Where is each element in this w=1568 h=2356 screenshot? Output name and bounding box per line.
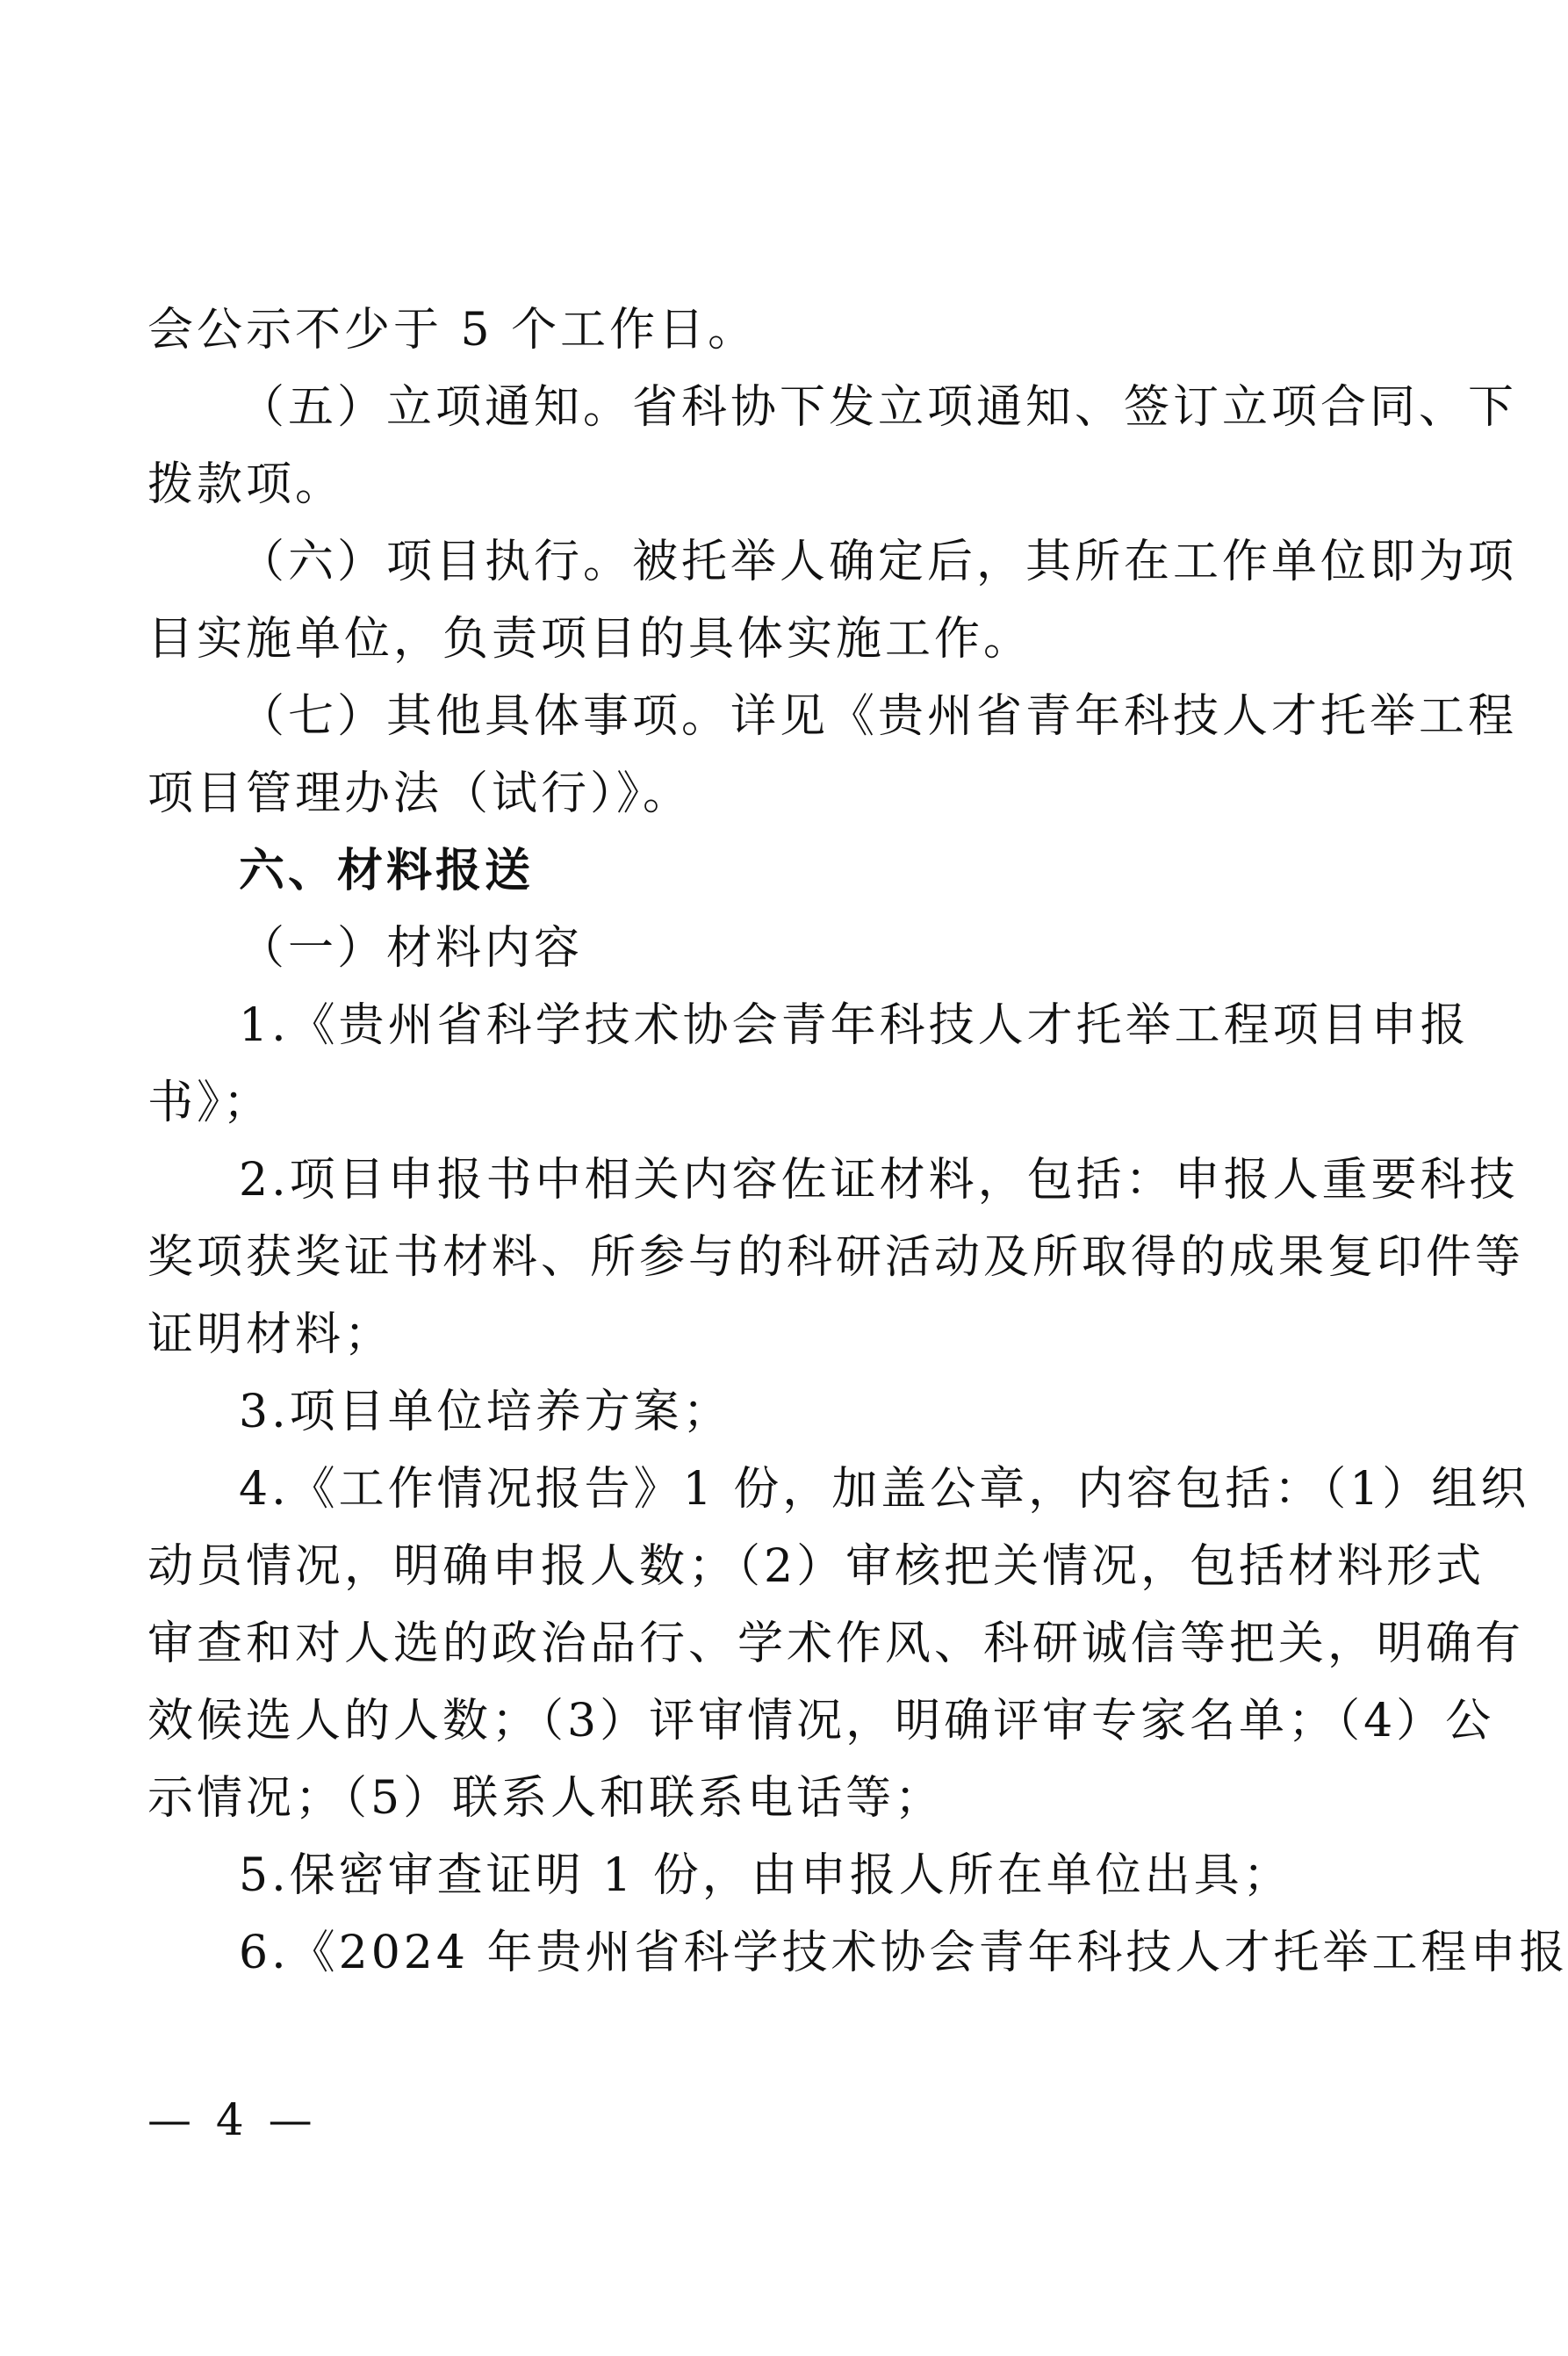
list-item-line: 6.《2024 年贵州省科学技术协会青年科技人才托举工程申报 bbox=[239, 1927, 1568, 1979]
document-body bbox=[147, 292, 1568, 1992]
paragraph-line: 项目管理办法（试行）》。 bbox=[147, 767, 693, 820]
list-item-line: 奖项获奖证书材料、所参与的科研活动及所取得的成果复印件等 bbox=[147, 1231, 1525, 1284]
list-item-line: 2.项目申报书中相关内容佐证材料，包括：申报人重要科技 bbox=[239, 1154, 1519, 1207]
paragraph-line: （五）立项通知。省科协下发立项通知、签订立项合同、下 bbox=[239, 381, 1518, 434]
list-item-line: 审查和对人选的政治品行、学术作风、科研诚信等把关，明确有 bbox=[147, 1617, 1525, 1670]
list-item-line: 动员情况，明确申报人数；（2）审核把关情况，包括材料形式 bbox=[147, 1540, 1485, 1593]
page-number: — 4 — bbox=[147, 2094, 318, 2145]
list-item-line: 书》； bbox=[147, 1077, 273, 1129]
paragraph-line: （七）其他具体事项。详见《贵州省青年科技人才托举工程 bbox=[239, 690, 1518, 743]
list-item-line: 证明材料； bbox=[147, 1308, 394, 1361]
section-heading: 六、材料报送 bbox=[239, 845, 535, 897]
paragraph-line: 目实施单位，负责项目的具体实施工作。 bbox=[147, 613, 1033, 666]
list-item-line: 5.保密审查证明 1 份，由申报人所在单位出具； bbox=[239, 1849, 1292, 1902]
list-item-line: 4.《工作情况报告》1 份，加盖公章，内容包括：（1）组织 bbox=[239, 1463, 1530, 1516]
paragraph-line: （六）项目执行。被托举人确定后，其所在工作单位即为项 bbox=[239, 536, 1518, 588]
list-item-line: 效候选人的人数；（3）评审情况，明确评审专家名单；（4）公 bbox=[147, 1695, 1495, 1747]
list-item-line: 3.项目单位培养方案； bbox=[239, 1386, 732, 1438]
list-item-line: 示情况；（5）联系人和联系电话等； bbox=[147, 1772, 945, 1825]
list-item-line: 1.《贵州省科学技术协会青年科技人才托举工程项目申报 bbox=[239, 999, 1470, 1052]
paragraph-line: 会公示不少于 5 个工作日。 bbox=[147, 304, 758, 357]
subsection-heading: （一）材料内容 bbox=[239, 922, 584, 975]
paragraph-line: 拨款项。 bbox=[147, 458, 345, 511]
